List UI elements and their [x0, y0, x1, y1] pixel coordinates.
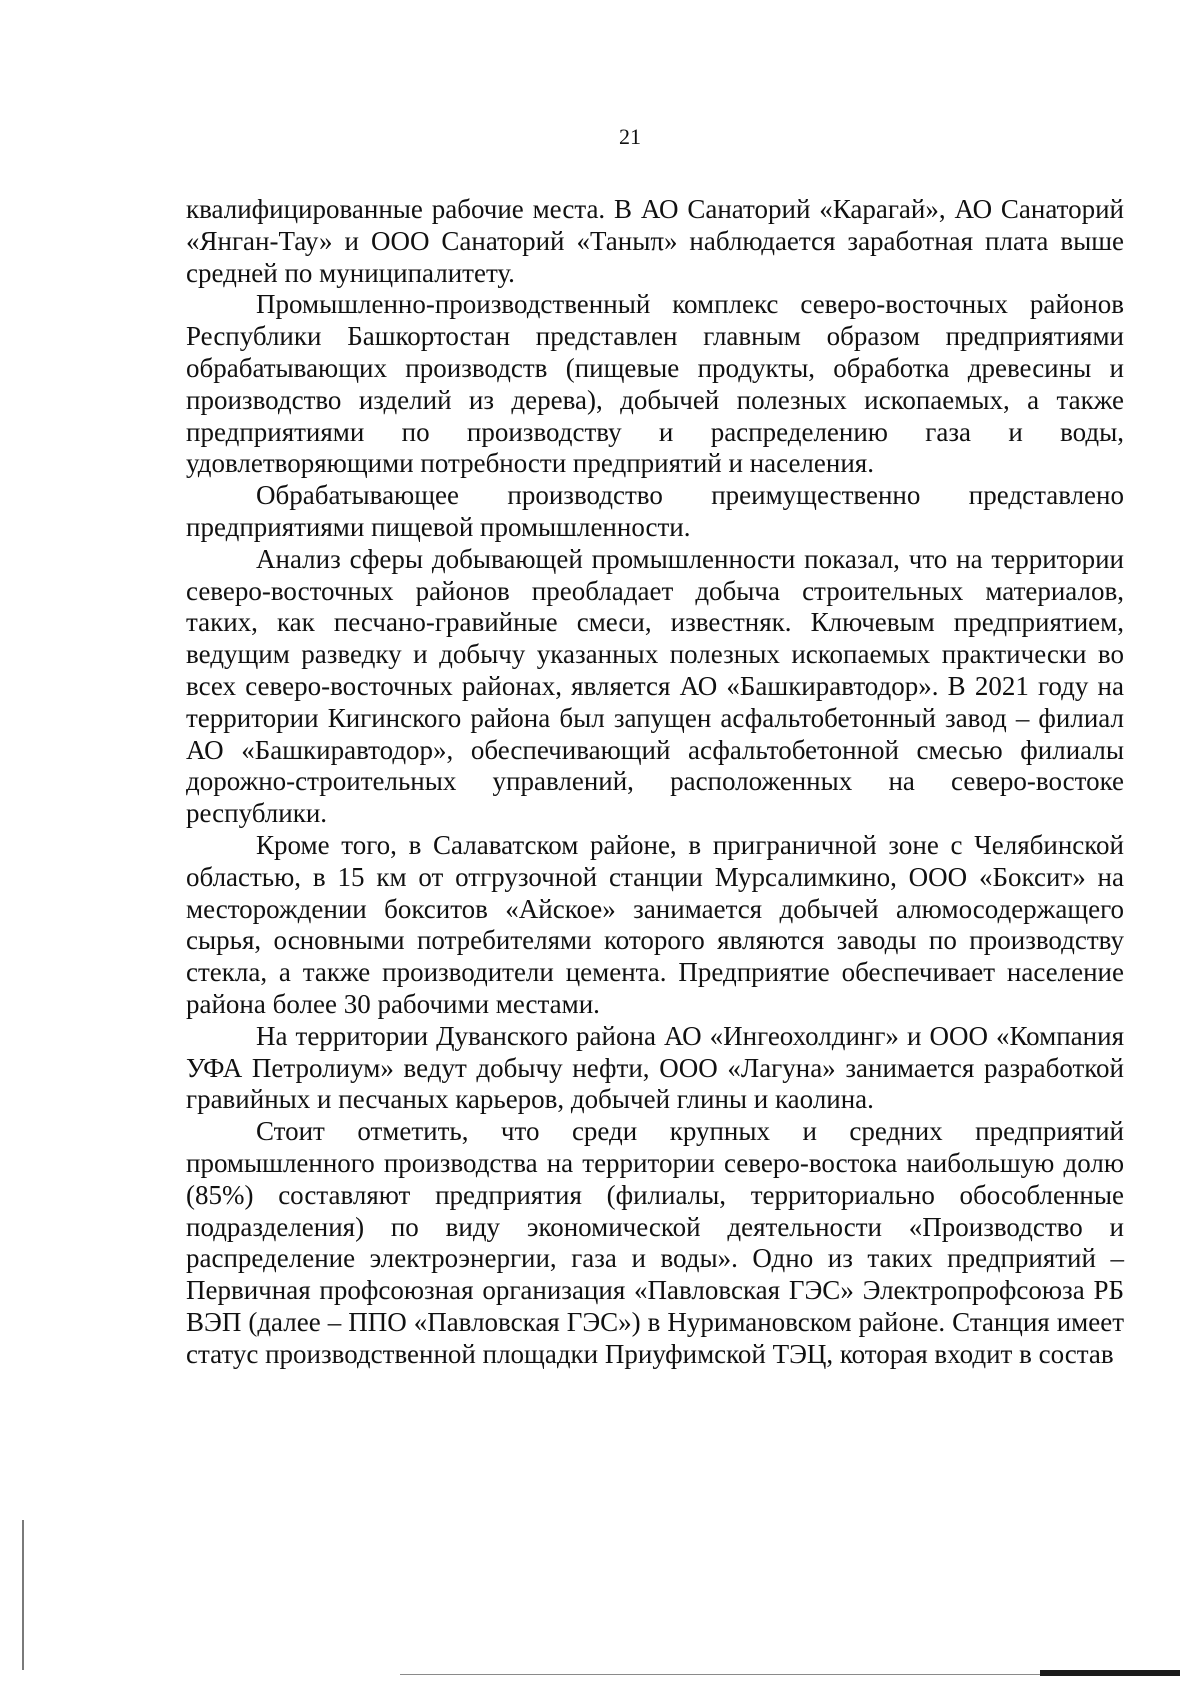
- paragraph-mining-analysis: Анализ сферы добывающей промышленности показал, что на территории северо-восточных районов преобладает добыча строительных материалов, таких, как песчано-гравийные смеси, известняк. Ключевым предприятием, ведущим разведку и добычу указанных полезных ископаемых практически во всех северо-восточных районах, является АО «Башкиравтодор». В 2021 году на территории Кигинского района был запущен асфальтобетонный завод – филиал АО «Башкиравтодор», обеспечивающий асфальтобетонной смесью филиалы дорожно-строительных управлений, расположенных на северо-востоке республики.: [186, 543, 1124, 829]
- paragraph-continuation: квалифицированные рабочие места. В АО Санаторий «Карагай», АО Санаторий «Янган-Тау» и ООО Санаторий «Таныπ» наблюдается заработная плата выше средней по муниципалитету.: [186, 194, 1124, 288]
- paragraph-energy-sector: Стоит отметить, что среди крупных и средних предприятий промышленного производства на территории северо-востока наибольшую долю (85%) составляют предприятия (филиалы, территориально обособленные подразделения) по виду экономической деятельности «Производство и распределение электроэнергии, газа и воды». Одно из таких предприятий – Первичная профсоюзная организация «Павловская ГЭС» Электропрофсоюза РБ ВЭП (далее – ППО «Павловская ГЭС») в Нуримановском районе. Станция имеет статус производственной площадки Приуфимской ТЭЦ, которая входит в состав: [186, 1116, 1124, 1369]
- paragraph-bauxite: Кроме того, в Салаватском районе, в приграничной зоне с Челябинской областью, в 15 км от отгрузочной станции Мурсалимкино, ООО «Боксит» на месторождении бокситов «Айское» занимается добычей алюмосодержащего сырья, основными потребителями которого являются заводы по производству стекла, а также производители цемента. Предприятие обеспечивает население района более 30 рабочими местами.: [186, 829, 1124, 1019]
- scan-edge-mark: [22, 1520, 24, 1670]
- document-body: [186, 194, 1124, 1370]
- paragraph-industrial-complex: Промышленно-производственный комплекс северо-восточных районов Республики Башкортостан представлен главным образом предприятиями обрабатывающих производств (пищевые продукты, обработка древесины и производство изделий из дерева), добычей полезных ископаемых, а также предприятиями по производству и распределению газа и воды, удовлетворяющими потребности предприятий и населения.: [186, 289, 1124, 479]
- scan-bottom-bar: [1040, 1670, 1180, 1676]
- paragraph-duvan-district: На территории Дуванского района АО «Ингеохолдинг» и ООО «Компания УФА Петролиум» ведут добычу нефти, ООО «Лагуна» занимается разработкой гравийных и песчаных карьеров, добычей глины и каолина.: [186, 1020, 1124, 1115]
- paragraph-manufacturing: Обрабатывающее производство преимущественно представлено предприятиями пищевой промышленности.: [186, 480, 1124, 542]
- page-number: 21: [619, 124, 641, 149]
